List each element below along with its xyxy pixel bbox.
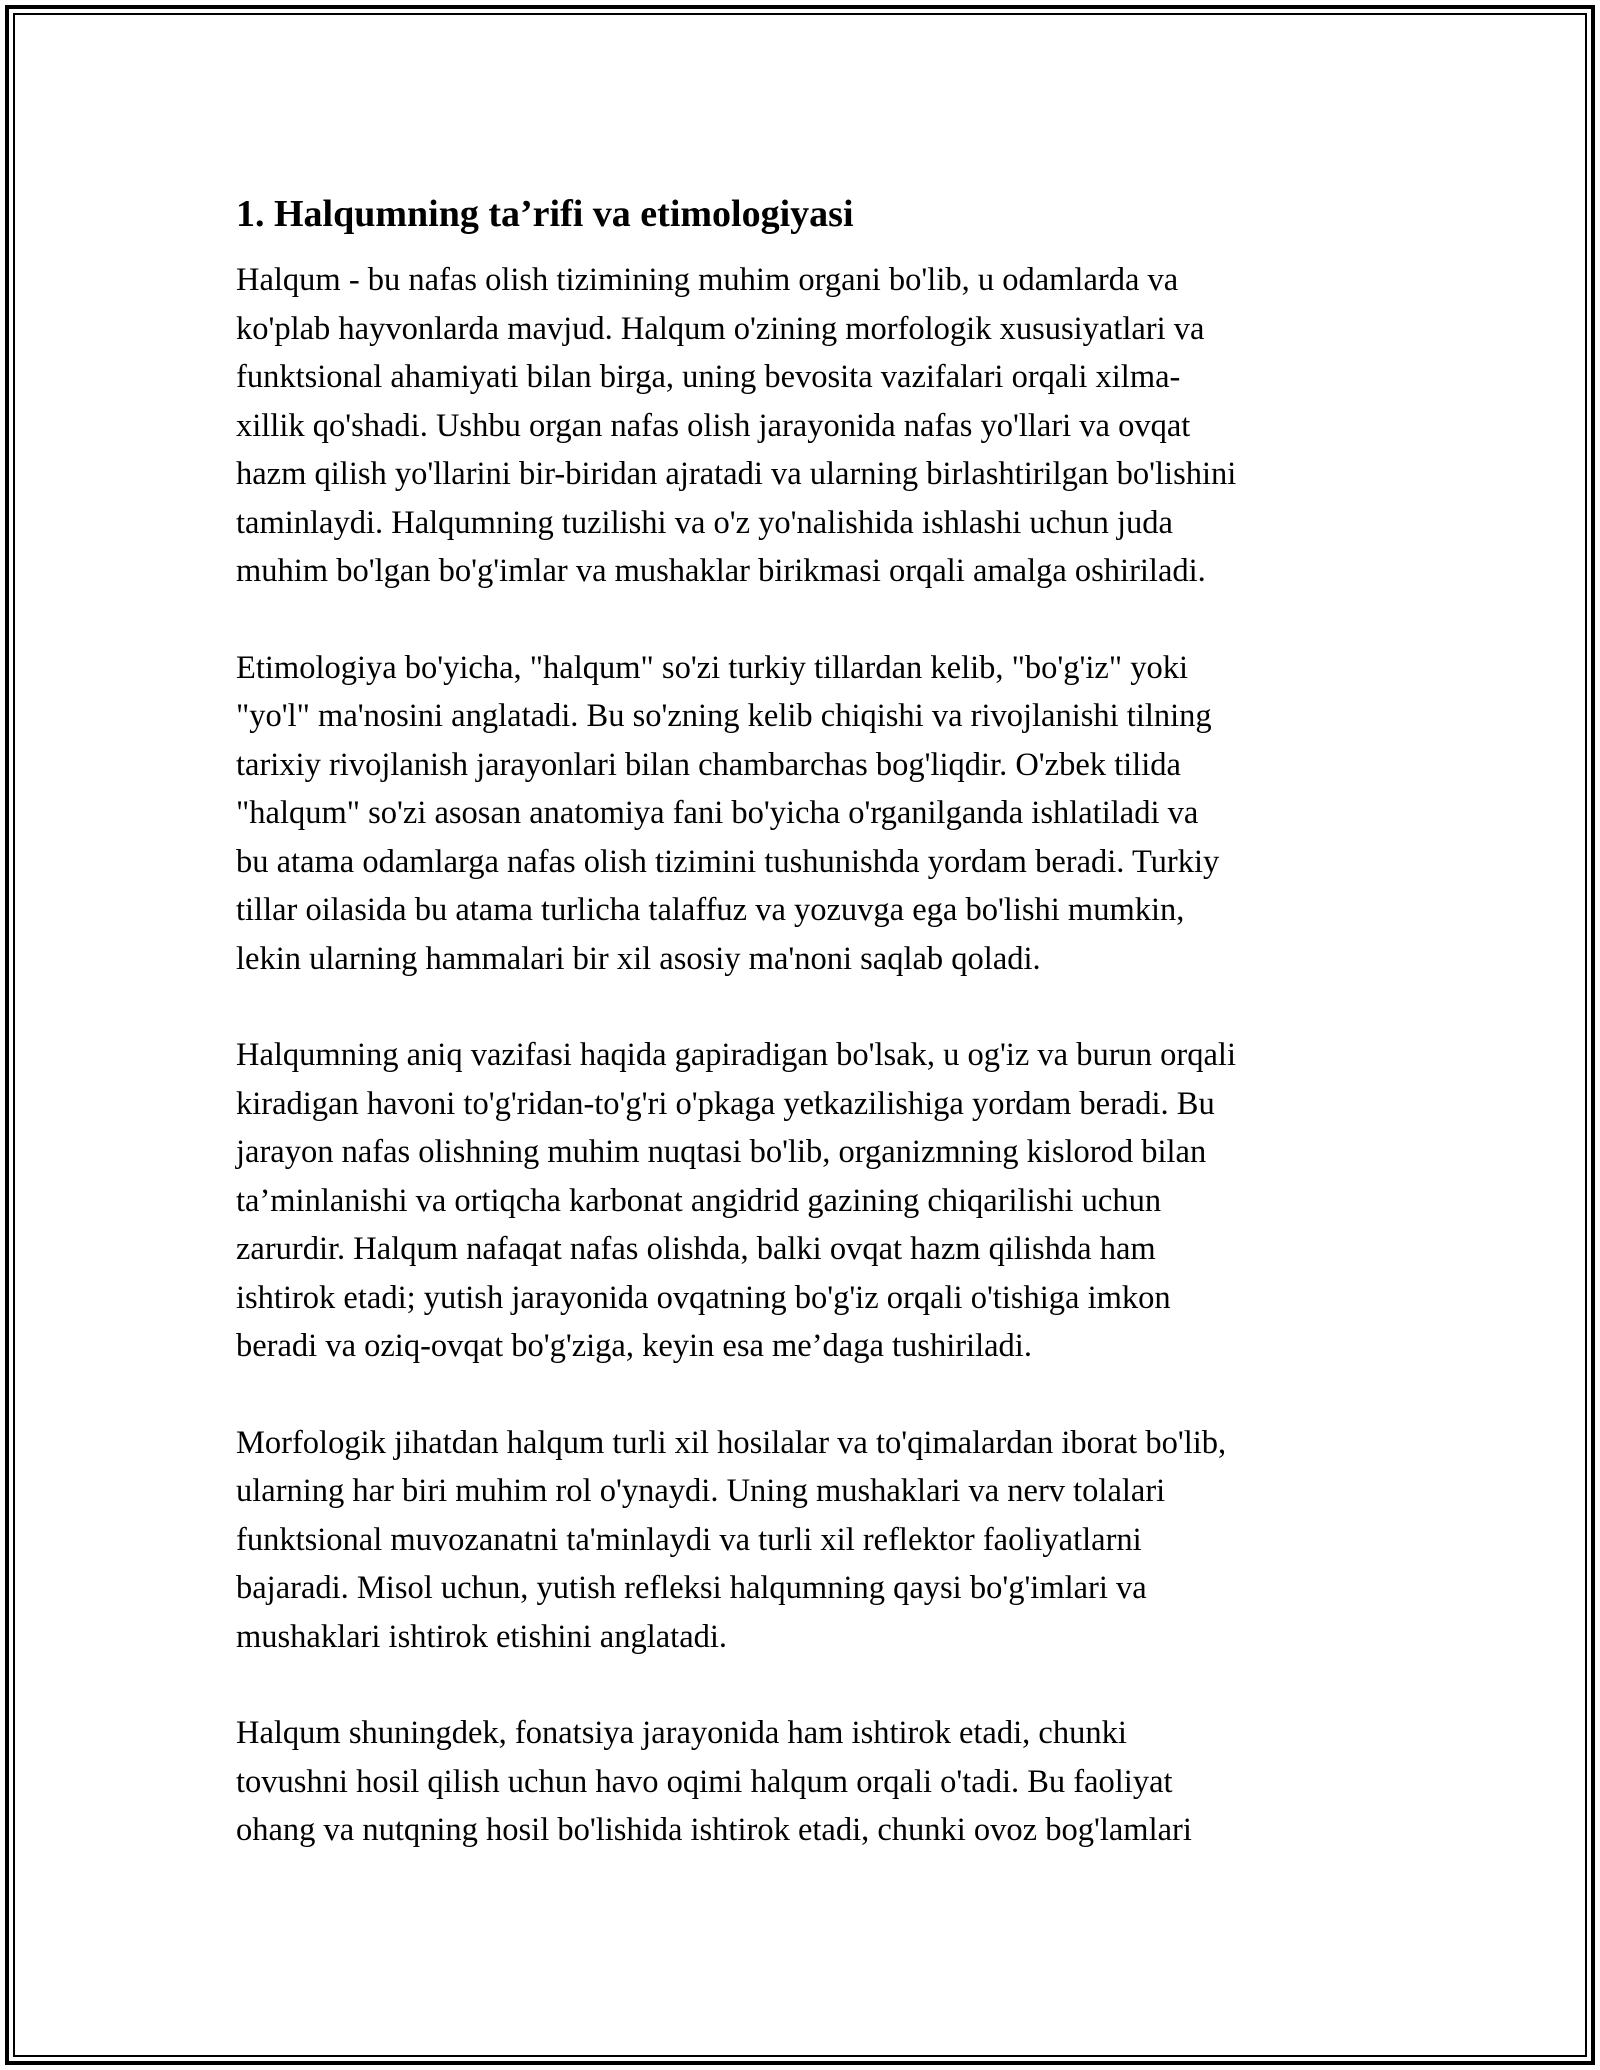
document-body [236, 186, 1376, 1903]
paragraph-morphology: Morfologik jihatdan halqum turli xil hosilalar va to'qimalardan iborat bo'lib, ularning har biri muhim rol o'ynaydi. Uning mushaklari va nerv tolalari funktsional muvozanatni ta'minlaydi va turli xil reflektor faoliyatlarni bajaradi. Misol uchun, yutish refleksi halqumning qaysi bo'g'imlari va mushaklari ishtirok etishini anglatadi. [236, 1424, 1227, 1655]
paragraph-etymology: Etimologiya bo'yicha, "halqum" so'zi turkiy tillardan kelib, "bo'g'iz" yoki "yo'l" ma'nosini anglatadi. Bu so'zning kelib chiqishi va rivojlanishi tilning tarixiy rivojlanish jarayonlari bilan chambarchas bog'liqdir. O'zbek tilida "halqum" so'zi asosan anatomiya fani bo'yicha o'rganilganda ishlatiladi va bu atama odamlarga nafas olish tizimini tushunishda yordam beradi. Turkiy tillar oilasida bu atama turlicha talaffuz va yozuvga ega bo'lishi mumkin, lekin ularning hammalari bir xil asosiy ma'noni saqlab qoladi. [236, 649, 1220, 977]
paragraph-definition: Halqum - bu nafas olish tizimining muhim organi bo'lib, u odamlarda va ko'plab hayvonlarda mavjud. Halqum o'zining morfologik xususiyatlari va funktsional ahamiyati bilan birga, uning bevosita vazifalari orqali xilma- xillik qo'shadi. Ushbu organ nafas olish jarayonida nafas yo'llari va ovqat hazm qilish yo'llarini bir-biridan ajratadi va ularning birlashtirilgan bo'lishini taminlaydi. Halqumning tuzilishi va o'z yo'nalishida ishlashi uchun juda muhim bo'lgan bo'g'imlar va mushaklar birikmasi orqali amalga oshiriladi. [236, 262, 1237, 589]
paragraph-function: Halqumning aniq vazifasi haqida gapiradigan bo'lsak, u og'iz va burun orqali kiradigan havoni to'g'ridan-to'g'ri o'pkaga yetkazilishiga yordam beradi. Bu jarayon nafas olishning muhim nuqtasi bo'lib, organizmning kislorod bilan ta’minlanishi va ortiqcha karbonat angidrid gazining chiqarilishi uchun zarurdir. Halqum nafaqat nafas olishda, balki ovqat hazm qilishda ham ishtirok etadi; yutish jarayonida ovqatning bo'g'iz orqali o'tishiga imkon beradi va oziq-ovqat bo'g'ziga, keyin esa me’daga tushiriladi. [236, 1037, 1236, 1364]
section-heading: 1. Halqumning ta’rifi va etimologiyasi [236, 193, 854, 235]
paragraph-phonation: Halqum shuningdek, fonatsiya jarayonida ham ishtirok etadi, chunki tovushni hosil qilish uchun havo oqimi halqum orqali o'tadi. Bu faoliyat ohang va nutqning hosil bo'lishida ishtirok etadi, chunki ovoz bog'lamlari [236, 1715, 1192, 1848]
